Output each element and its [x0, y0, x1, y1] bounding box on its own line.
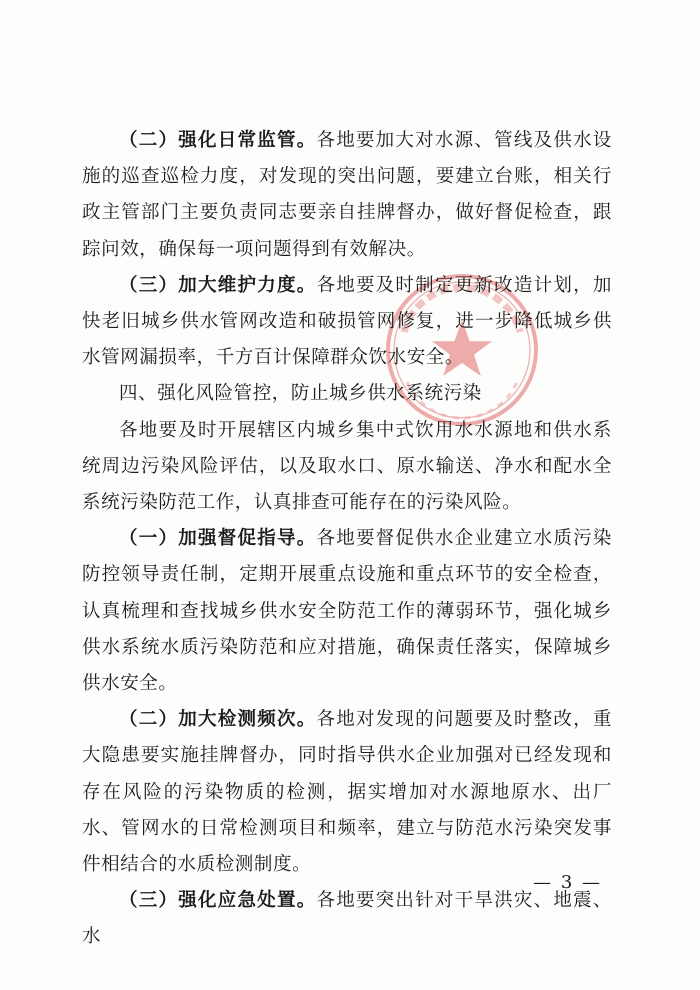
paragraph-lead: （三）加大维护力度。 — [119, 274, 317, 296]
paragraph-lead: （二）加大检测频次。 — [119, 709, 317, 731]
paragraph-text: 各地要加大对水源、管线及供水设施的巡查巡检力度，对发现的突出问题，要建立台账，相关行政主管部门主要负责同志要亲自挂牌督办，做好督促检查，跟踪问效，确保每一项问题得到有效解决。 — [82, 130, 612, 260]
section-intro: 各地要及时开展辖区内城乡集中式饮用水水源地和供水系统周边污染风险评估，以及取水口、原水输送、净水和配水全系统污染防范工作，认真排查可能存在的污染风险。 — [82, 419, 612, 514]
paragraph-daily-supervision — [82, 123, 612, 268]
paragraph-text: 各地要突出针对干旱洪灾、地震、水 — [82, 890, 612, 948]
paragraph-lead: （二）强化日常监管。 — [119, 130, 317, 151]
section-heading: 四、强化风险管控，防止城乡供水系统污染 — [119, 383, 482, 405]
paragraph-text: 各地要督促供水企业建立水质污染防控领导责任制，定期开展重点设施和重点环节的安全检查，认真梳理和查找城乡供水安全防范工作的薄弱环节，强化城乡供水系统水质污染防范和应对措施，确保责任落实，保障城乡供水安全。 — [82, 528, 612, 695]
paragraph-maintenance — [82, 268, 612, 377]
paragraph-lead: （三）强化应急处置。 — [119, 890, 317, 912]
paragraph-emergency-response — [82, 883, 612, 955]
paragraph-lead: （一）加强督促指导。 — [119, 528, 317, 550]
page-number: — 3 — — [533, 872, 602, 893]
document-body — [82, 123, 612, 956]
paragraph-text: 各地对发现的问题要及时整改，重大隐患要实施挂牌督办，同时指导供水企业加强对已经发现和存在风险的污染物质的检测，据实增加对水源地原水、出厂水、管网水的日常检测项目和频率，建立与防范水污染突发事件相结合的水质检测制度。 — [82, 709, 612, 876]
paragraph-text: 各地要及时制定更新改造计划，加快老旧城乡供水管网改造和破损管网修复，进一步降低城乡供水管网漏损率，千方百计保障群众饮水安全。 — [82, 274, 612, 369]
paragraph-supervision-guidance — [82, 521, 612, 702]
paragraph-testing-frequency — [82, 702, 612, 883]
